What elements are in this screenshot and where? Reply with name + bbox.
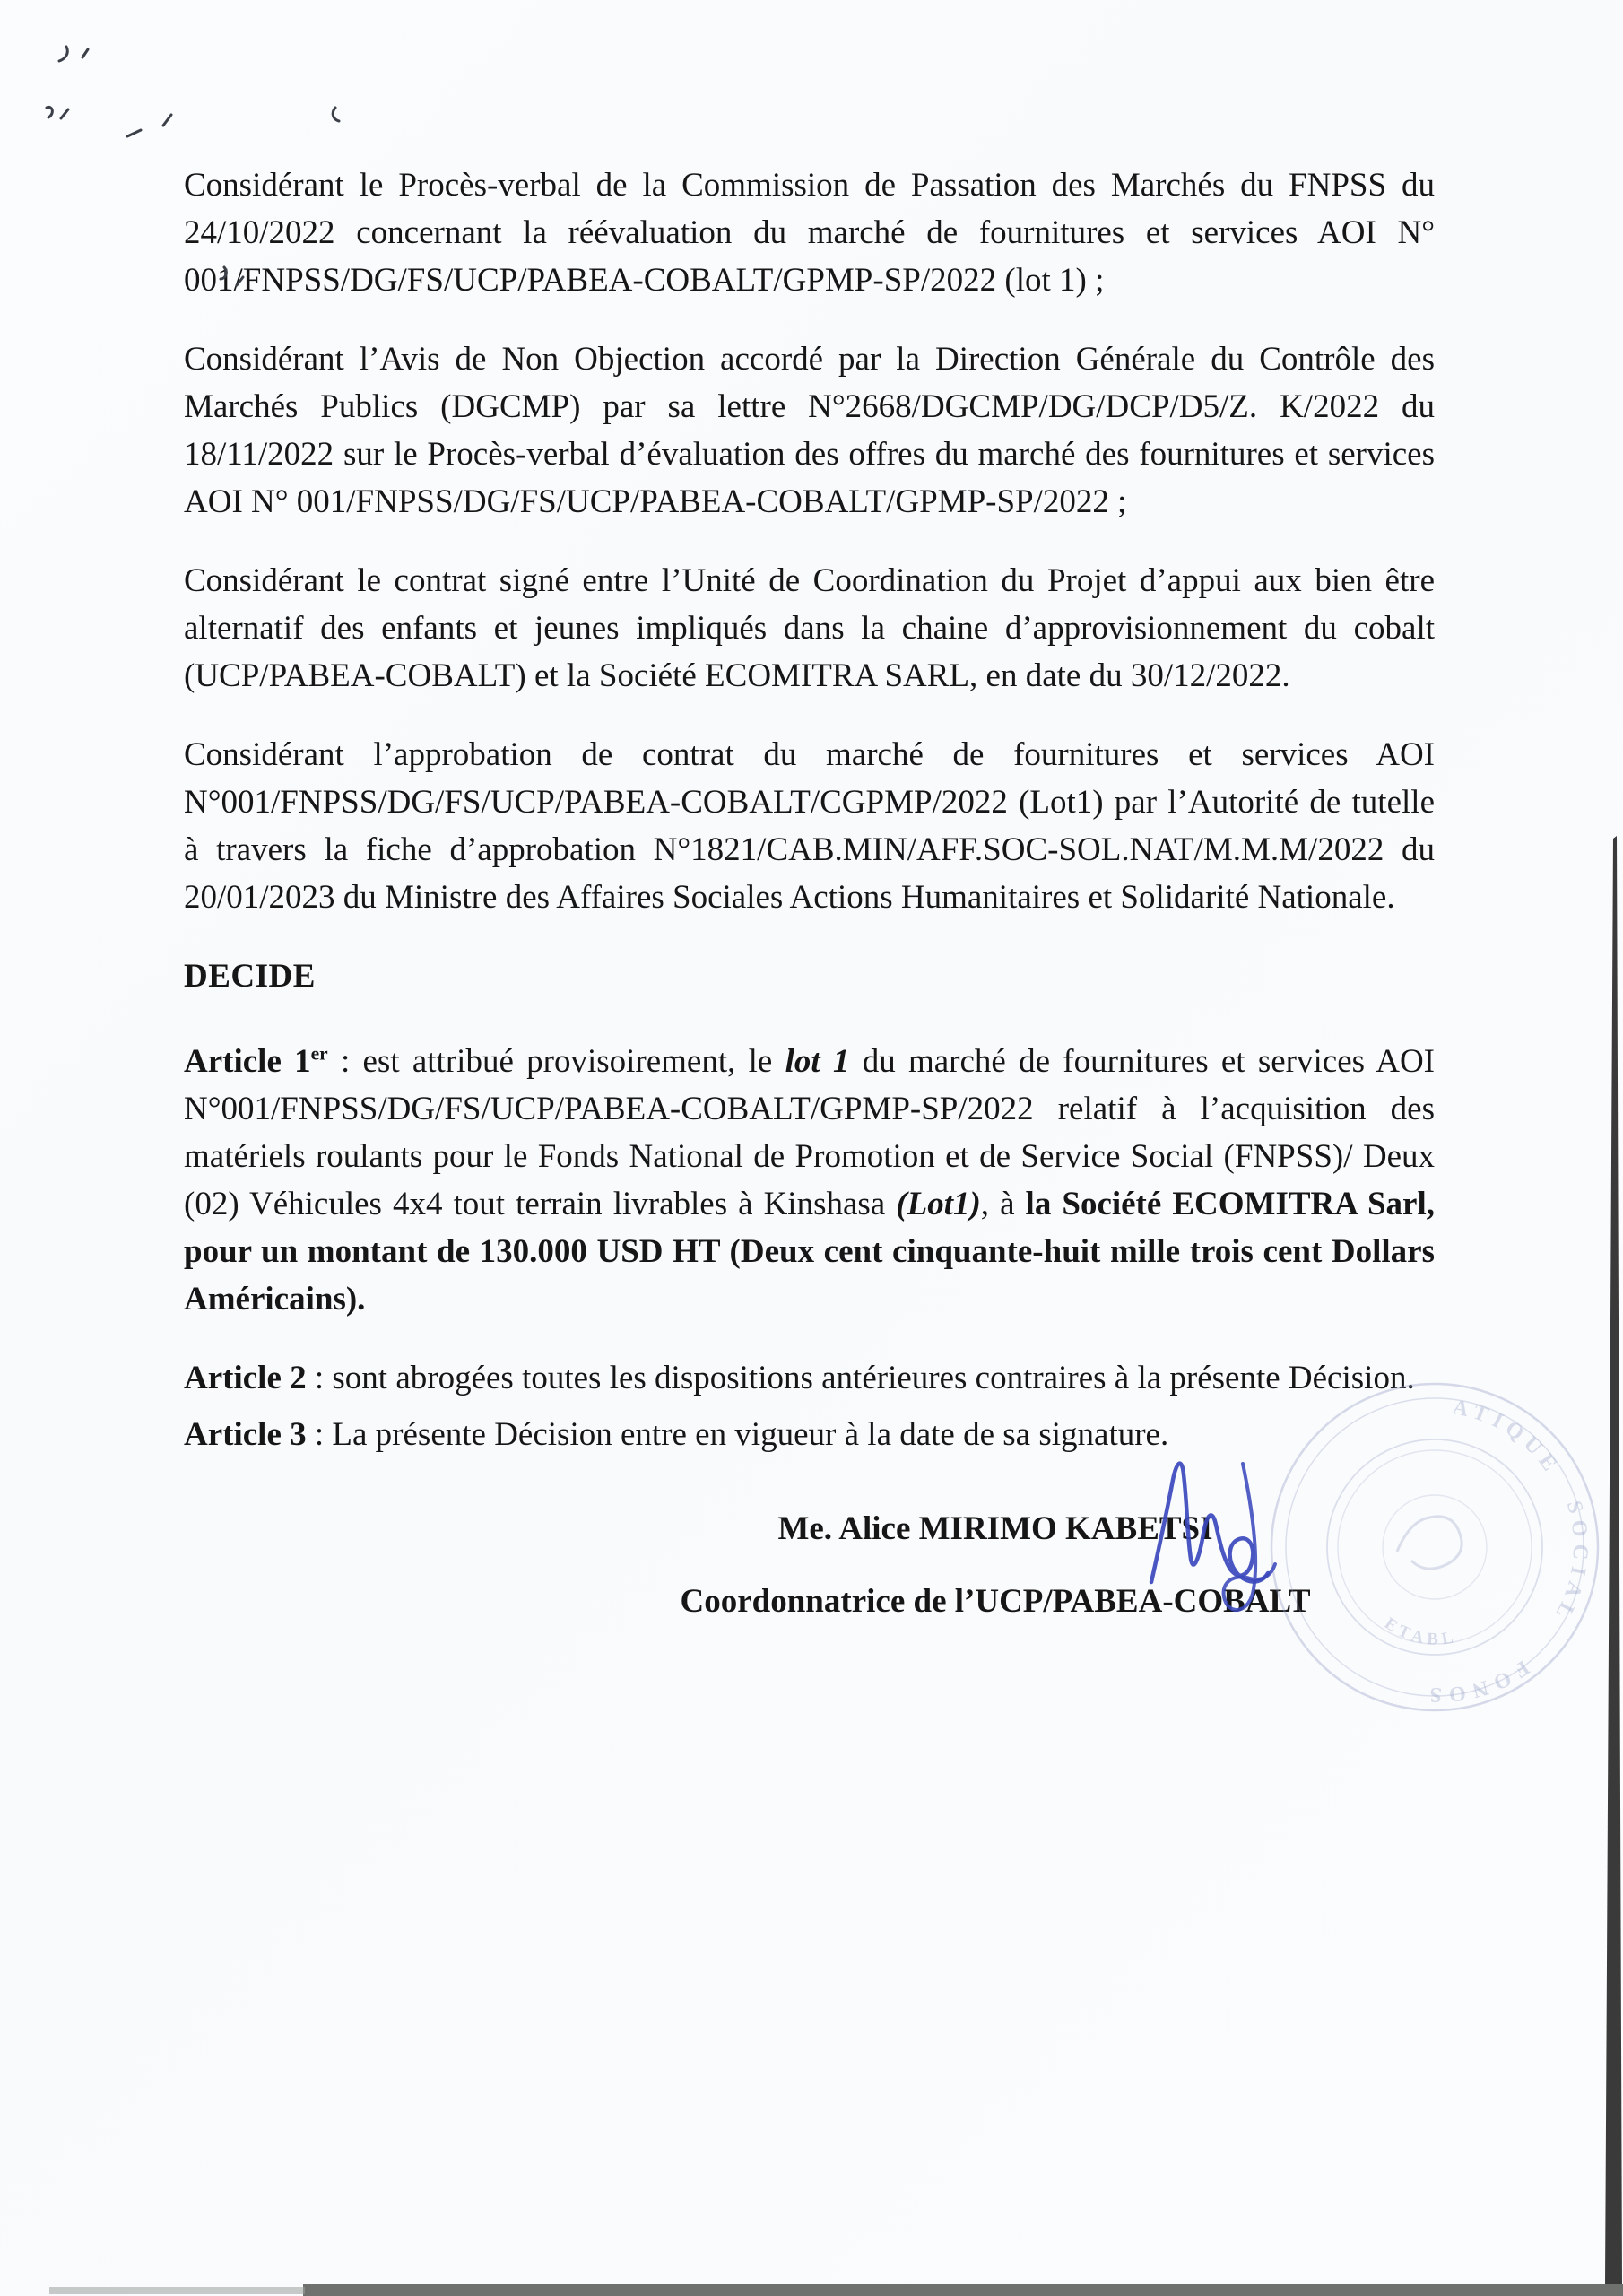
article-1-lot-ref: lot 1 [785, 1043, 850, 1080]
article-1-ordinal: er [310, 1042, 328, 1065]
article-1-award: la Société ECOMITRA Sarl, pour un montant de 130.000 USD HT (Deux cent cinquante-huit mille trois cent Dollars Américains). [184, 1186, 1435, 1318]
seal-fragment-1: ATIQUE [1450, 1396, 1565, 1481]
signatory-name: Me. Alice MIRIMO KABETSI [777, 1510, 1213, 1547]
considerant-paragraph-2: Considérant l’Avis de Non Objection accordé par la Direction Générale du Contrôle des Marchés Publics (DGCMP) par sa lettre N°2668/DGCMP/DG/DCP/D5/Z. K/2022 du 18/11/2022 sur le Procès-verbal d’évaluation des offres du marché des fournitures et services AOI N° 001/FNPSS/DG/FS/UCP/PABEA-COBALT/GPMP-SP/2022 ; [184, 341, 1435, 520]
signature-block [542, 1505, 1448, 1625]
article-3-body: : La présente Décision entre en vigueur à la date de sa signature. [306, 1416, 1169, 1453]
article-1-intro: : est attribué provisoirement, le [327, 1043, 785, 1080]
article-1-connector: , à [980, 1186, 1026, 1222]
article-1-paragraph [184, 1038, 1435, 1323]
article-2-label: Article 2 [184, 1360, 307, 1396]
article-3-paragraph [184, 1411, 1435, 1458]
document-body [184, 161, 1435, 1625]
article-3-label: Article 3 [184, 1416, 307, 1453]
svg-text:SOCIAL [1548, 1499, 1592, 1628]
considerant-paragraph-1: Considérant le Procès-verbal de la Commission de Passation des Marchés du FNPSS du 24/10/2022 concernant la réévaluation du marché de fournitures et services AOI N° 001/FNPSS/DG/FS/UCP/PABEA-COBALT/GPMP-SP/2022 (lot 1) ; [184, 167, 1435, 299]
article-2-paragraph [184, 1354, 1435, 1402]
svg-text:ATIQUE [1451, 1396, 1565, 1480]
considerant-paragraph-3: Considérant le contrat signé entre l’Unité de Coordination du Projet d’appui aux bien être alternatif des enfants et jeunes impliqués dans la chaine d’approvisionnement du cobalt (UCP/PABEA-COBALT) et la Société ECOMITRA SARL, en date du 30/12/2022. [184, 562, 1435, 694]
seal-fragment-3: FONOS [1422, 1655, 1533, 1707]
seal-fragment-2: SOCIAL [1548, 1498, 1593, 1628]
article-1-label: Article 1 [184, 1043, 311, 1080]
considerant-paragraph-4: Considérant l’approbation de contrat du marché de fournitures et services AOI N°001/FNPSS/DG/FS/UCP/PABEA-COBALT/CGPMP/2022 (Lot1) par l’Autorité de tutelle à travers la fiche d’approbation N°1821/CAB.MIN/AFF.SOC-SOL.NAT/M.M.M/2022 du 20/01/2023 du Ministre des Affaires Sociales Actions Humanitaires et Solidarité Nationale. [184, 736, 1435, 916]
signatory-title: Coordonnatrice de l’UCP/PABEA-COBALT [680, 1583, 1311, 1620]
seal-fragment-4: ETABL [1381, 1613, 1460, 1649]
article-1-lot-ref-2: (Lot1) [896, 1186, 981, 1222]
article-2-body: : sont abrogées toutes les dispositions antérieures contraires à la présente Décision. [306, 1360, 1415, 1396]
article-1-body: du marché de fournitures et services AOI N°001/FNPSS/DG/FS/UCP/PABEA-COBALT/GPMP-SP/2022 relatif à l’acquisition des matériels roulants pour le Fonds National de Promotion et de Service Social (FNPSS)/ Deux (02) Véhicules 4x4 tout terrain livrables à Kinshasa [184, 1043, 1435, 1222]
decide-heading: DECIDE [184, 958, 316, 995]
svg-text:FONOS [1423, 1656, 1533, 1707]
